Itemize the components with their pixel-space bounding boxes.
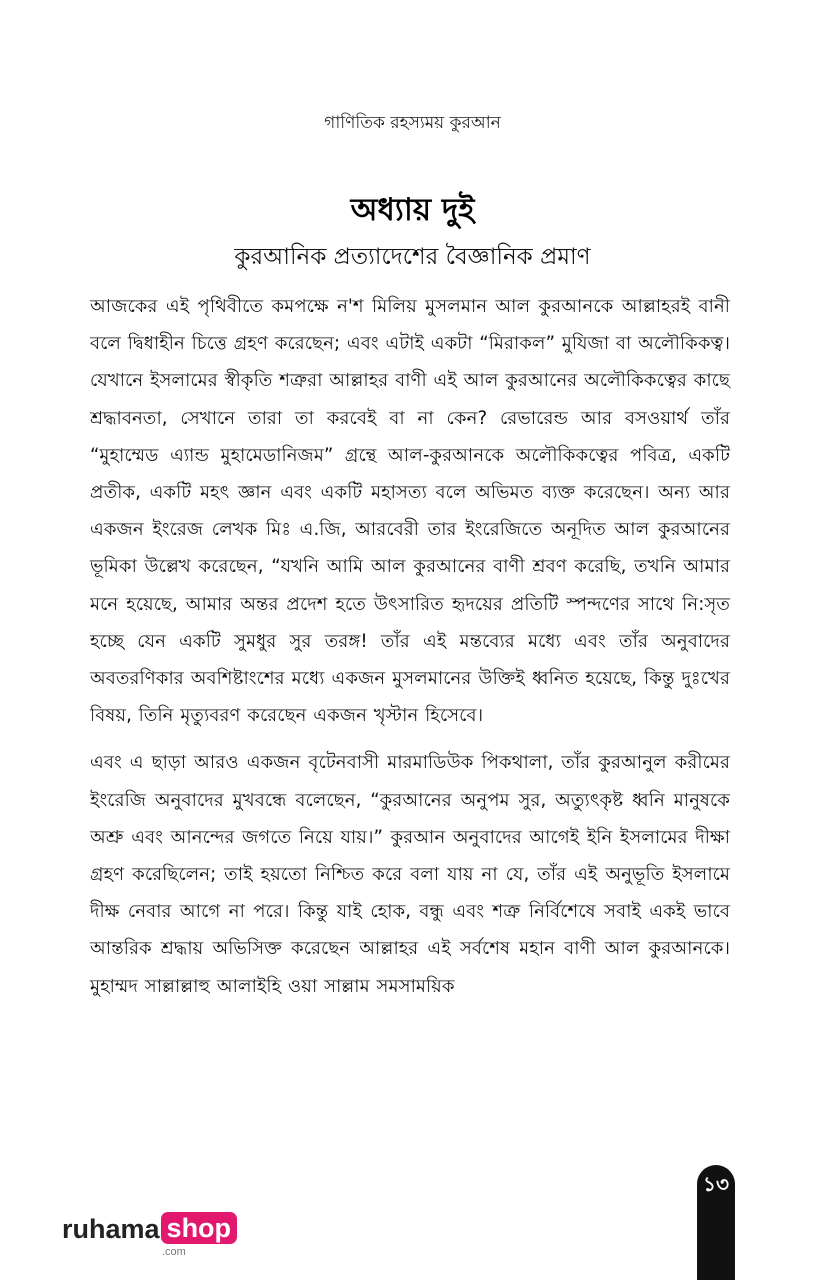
logo-domain: .com xyxy=(162,1246,186,1258)
chapter-title: অধ্যায় দুই xyxy=(350,192,475,228)
logo-shop-box: shop xyxy=(161,1212,238,1244)
ruhamashop-logo xyxy=(62,1212,237,1258)
paragraph-2: এবং এ ছাড়া আরও একজন বৃটেনবাসী মারমাডিউক পিকথালা, তাঁর কুরআনুল করীমের ইংরেজি অনুবাদের মুখবন্ধে বলেছেন, “কুরআনের অনুপম সুর, অত্যুৎকৃষ্ট ধ্বনি মানুষকে অশ্রু এবং আনন্দের জগতে নিয়ে যায়।” কুরআন অনুবাদের আগেই ইনি ইসলামের দীক্ষা গ্রহণ করেছিলেন; তাই হয়তো নিশ্চিত করে বলা যায় না যে, তাঁর এই অনুভূতি ইসলামে দীক্ষ নেবার আগে না পরে। কিন্তু যাই হোক, বন্ধু এবং শত্রু নির্বিশেষে সবাই একই ভাবে আন্তরিক শ্রদ্ধায় অভিসিক্ত করেছেন আল্লাহর এই সর্বশেষ মহান বাণী আল কুরআনকে। মুহাম্মদ সাল্লাল্লাহু আলাইহি ওয়া সাল্লাম সমসাময়িক xyxy=(90,752,730,997)
logo-word: ruhama xyxy=(62,1214,160,1244)
chapter-subtitle: কুরআনিক প্রত্যাদেশের বৈজ্ঞানিক প্রমাণ xyxy=(234,244,591,270)
paragraph-1: আজকের এই পৃথিবীতে কমপক্ষে ন'শ মিলিয় মুসলমান আল কুরআনকে আল্লাহরই বানী বলে দ্বিধাহীন চিত্তে গ্রহণ করেছেন; এবং এটাই একটা “মিরাকল” মুযিজা বা অলৌকিকত্ব। যেখানে ইসলামের স্বীকৃতি শত্রুরা আল্লাহর বাণী এই আল কুরআনের অলৌকিকত্বের কাছে শ্রদ্ধাবনতা, সেখানে তারা তা করবেই বা না কেন? রেভারেন্ড আর বসওয়ার্থ তাঁর “মুহাম্মেড এ্যান্ড মুহামেডানিজম” গ্রন্থে আল-কুরআনকে অলৌকিকত্বের পবিত্র, একটি প্রতীক, একটি মহৎ জ্ঞান এবং একটি মহাসত্য বলে অভিমত ব্যক্ত করেছেন। অন্য আর একজন ইংরেজ লেখক মিঃ এ.জি, আরবেরী তার ইংরেজিতে অনূদিত আল কুরআনের ভূমিকা উল্লেখ করেছেন, “যখনি আমি আল কুরআনের বাণী শ্রবণ করেছি, তখনি আমার মনে হয়েছে, আমার অন্তর প্রদেশ হতে উৎসারিত হৃদয়ের প্রতিটি স্পন্দণের সাথে নি:সৃত হচ্ছে যেন একটি সুমধুর সুর তরঙ্গ! তাঁর এই মন্তব্যের মধ্যে এবং তাঁর অনুবাদের অবতরণিকার অবশিষ্টাংশের মধ্যে একজন মুসলমানের উক্তিই ধ্বনিত হয়েছে, কিন্তু দুঃখের বিষয়, তিনি মৃত্যুবরণ করেছেন একজন খৃস্টান হিসেবে। xyxy=(90,296,730,727)
page-number: ১৩ xyxy=(703,1172,729,1196)
body-text xyxy=(90,288,730,1005)
running-header: গাণিতিক রহস্যময় কুরআন xyxy=(324,113,501,133)
